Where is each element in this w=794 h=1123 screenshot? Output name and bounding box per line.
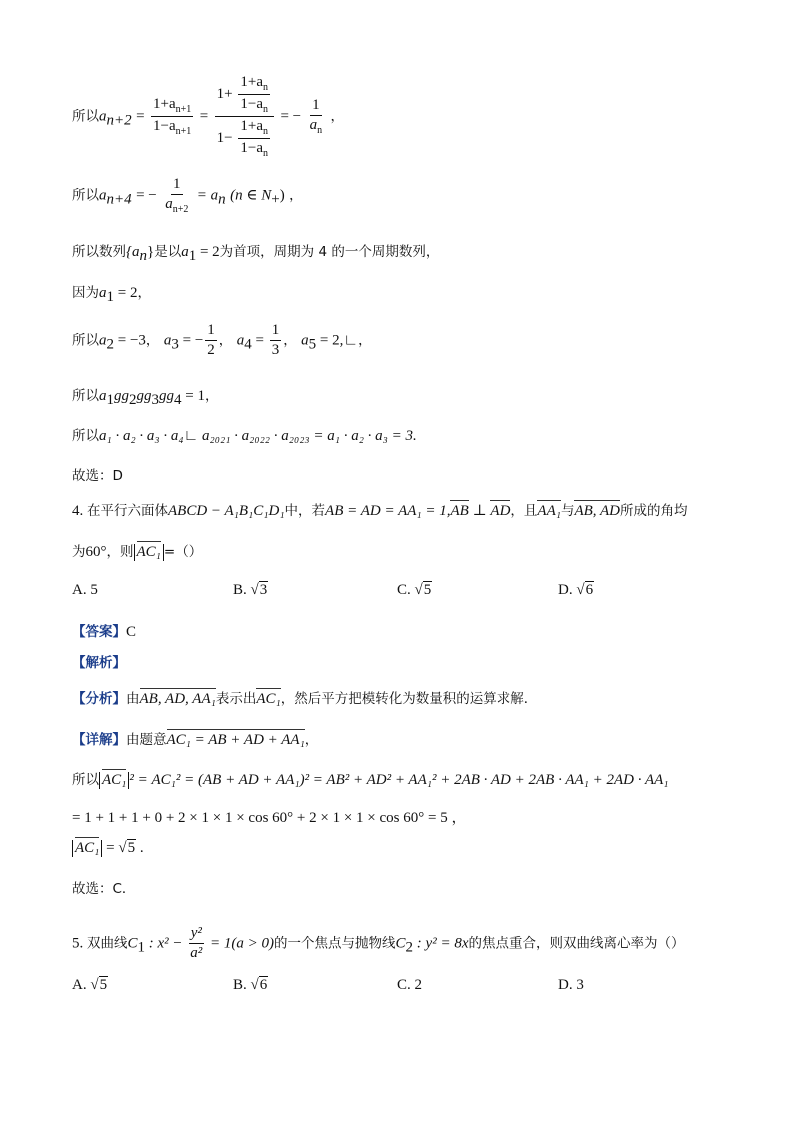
fraction: $\frac{1}{a_n}$ [309,97,323,136]
line-a-n-plus-2: 所以$a_{n+2}$ = $\frac{1+a_{n+1}}{1-a_{n+1}}$ = 1+ $\frac{1+a_n}{1-a_n}$ 1− $\frac{1+a_n}{1-a_n}$ = − $\frac{1}{a_n}$ ， [72,74,345,159]
sqrt-sign: √5 [414,582,432,598]
line-a1: 因为$a_1 = 2$， [72,285,151,305]
equation-3: AC₁ = √5 . [72,840,144,857]
question-4-cont: 为60°，则 AC₁ =（） [72,544,203,560]
equation-1: 所以 AC₁ ² = AC₁² = (AB + AD + AA₁)² = AB² + AD² + AA₁² + 2AB · AD + 2AB · AA₁ + 2AD · AA₁ [72,772,669,788]
option-d[interactable]: D. √6 [558,582,594,598]
fraction: $\frac{1+a_{n+1}}{1-a_{n+1}}$ [153,96,192,137]
line-product-1: 所以$a_1gg_2gg_3gg_4 = 1$， [72,388,219,408]
nested-fraction: 1+ $\frac{1+a_n}{1-a_n}$ 1− $\frac{1+a_n}{1-a_n}$ [215,74,274,159]
option-a[interactable]: A. √5 [72,977,108,993]
analysis-heading: 【解析】 [72,655,126,671]
line-periodic: 所以数列$\{a_n\}$是以$a_1 = 2$为首项，周期为 4 的一个周期数列， [72,244,440,264]
option-a[interactable]: A. 5 [72,582,98,598]
option-c[interactable]: C. 2 [397,977,423,993]
question-4: 4. 在平行六面体ABCD − A₁B₁C₁D₁中，若AB = AD = AA₁ = 1,AB ⊥ AD，且AA₁与AB, AD所成的角均 [72,503,688,519]
analysis-xiangjie: 【详解】由题意AC₁ = AB + AD + AA₁， [72,732,319,748]
sqrt-sign: √3 [250,582,268,598]
option-b[interactable]: B. √3 [233,582,268,598]
answer-choice-c: 故选：C． [72,881,136,897]
sqrt-sign: √6 [576,582,594,598]
sqrt-sign: √5 [90,977,108,993]
sqrt-sign: √6 [250,977,268,993]
analysis-fenxi: 【分析】由AB, AD, AA₁表示出AC₁，然后平方把模转化为数量积的运算求解． [72,691,538,707]
option-c[interactable]: C. √5 [397,582,432,598]
option-d[interactable]: D. 3 [558,977,584,993]
sqrt-sign: √5 [118,840,136,856]
line-product-2023: 所以a₁ · a₂ · a₃ · a₄∟ a₂₀₂₁ · a₂₀₂₂ · a₂₀₂₃ = a₁ · a₂ · a₃ = 3. [72,428,417,444]
line-a-n-plus-4: 所以$a_{n+4}$ = − $\frac{1}{a_{n+2}}$ = $a_n$ (n ∈ $N_+$) ， [72,176,303,215]
answer-choice-d: 故选：D [72,468,123,484]
question-5: 5. 双曲线$C_1$ : x² − $\frac{\text{y²}}{\text{a²}}$ = 1(a > 0)的一个焦点与抛物线$C_2$ : y² = 8x的焦点重合，则双曲线离心率为（） [72,925,685,961]
equation-2: = 1 + 1 + 1 + 0 + 2 × 1 × 1 × cos 60° + 2 × 1 × 1 × cos 60° = 5 ， [72,810,467,826]
option-b[interactable]: B. √6 [233,977,268,993]
answer-section: 【答案】C [72,624,137,640]
line-values: 所以$a_2 = -3$， $a_3$ = − $\frac{1}{2}$ ， $a_4$ = $\frac{1}{3}$ ， $a_5$ = 2,∟， [72,322,372,358]
